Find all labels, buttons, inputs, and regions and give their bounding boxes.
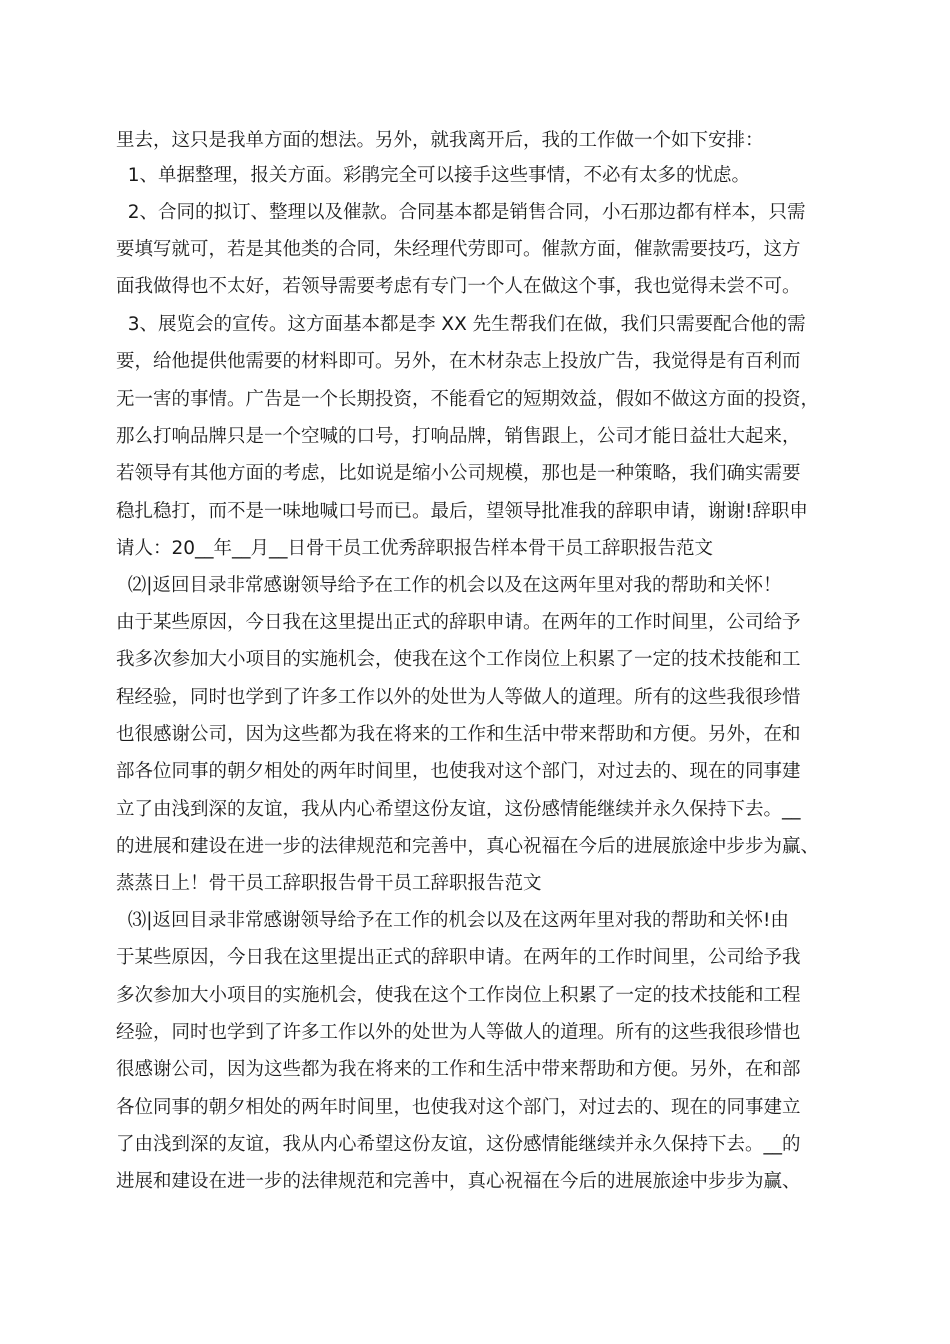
text-line: 了由浅到深的友谊，我从内心希望这份友谊，这份感情能继续并永久保持下去。__的 (116, 1134, 801, 1155)
text-line: 于某些原因，今日我在这里提出正式的辞职申请。在两年的工作时间里，公司给予我 (116, 947, 801, 968)
text-line: ⑶|返回目录非常感谢领导给予在工作的机会以及在这两年里对我的帮助和关怀!由 (116, 910, 789, 931)
text-line: 要填写就可，若是其他类的合同，朱经理代劳即可。催款方面，催款需要技巧，这方 (116, 239, 801, 260)
text-line: 也很感谢公司，因为这些都为我在将来的工作和生活中带来帮助和方便。另外，在和 (116, 724, 801, 745)
text-line: 各位同事的朝夕相处的两年时间里，也使我对这个部门，对过去的、现在的同事建立 (116, 1097, 801, 1118)
text-line: 请人：20__年__月__日骨干员工优秀辞职报告样本骨干员工辞职报告范文 (116, 538, 714, 559)
text-line: 蒸蒸日上！骨干员工辞职报告骨干员工辞职报告范文 (116, 873, 542, 894)
text-line: 的进展和建设在进一步的法律规范和完善中，真心祝福在今后的进展旅途中步步为赢、 (116, 836, 820, 857)
text-line: 部各位同事的朝夕相处的两年时间里，也使我对这个部门，对过去的、现在的同事建 (116, 761, 801, 782)
text-line: 程经验，同时也学到了许多工作以外的处世为人等做人的道理。所有的这些我很珍惜 (116, 687, 801, 708)
text-line: 稳扎稳打，而不是一味地喊口号而已。最后，望领导批准我的辞职申请，谢谢!辞职申 (116, 501, 808, 522)
text-line: ⑵|返回目录非常感谢领导给予在工作的机会以及在这两年里对我的帮助和关怀！ (116, 575, 782, 596)
text-line: 多次参加大小项目的实施机会，使我在这个工作岗位上积累了一定的技术技能和工程 (116, 985, 801, 1006)
text-line: 3、展览会的宣传。这方面基本都是李 XX 先生帮我们在做，我们只需要配合他的需 (116, 314, 806, 335)
text-line: 1、单据整理，报关方面。彩鹃完全可以接手这些事情，不必有太多的忧虑。 (116, 165, 751, 186)
text-line: 我多次参加大小项目的实施机会，使我在这个工作岗位上积累了一定的技术技能和工 (116, 649, 801, 670)
text-line: 进展和建设在进一步的法律规范和完善中，真心祝福在今后的进展旅途中步步为赢、 (116, 1171, 801, 1192)
text-line: 面我做得也不太好，若领导需要考虑有专门一个人在做这个事，我也觉得未尝不可。 (116, 276, 801, 297)
text-line: 2、合同的拟订、整理以及催款。合同基本都是销售合同，小石那边都有样本，只需 (116, 202, 806, 223)
text-line: 无一害的事情。广告是一个长期投资，不能看它的短期效益，假如不做这方面的投资， (116, 389, 820, 410)
text-line: 要，给他提供他需要的材料即可。另外，在木材杂志上投放广告，我觉得是有百利而 (116, 351, 801, 372)
text-line: 那么打响品牌只是一个空喊的口号，打响品牌，销售跟上，公司才能日益壮大起来， (116, 426, 801, 447)
text-line: 若领导有其他方面的考虑，比如说是缩小公司规模，那也是一种策略，我们确实需要 (116, 463, 801, 484)
text-line: 里去，这只是我单方面的想法。另外，就我离开后，我的工作做一个如下安排： (116, 130, 764, 151)
text-line: 由于某些原因，今日我在这里提出正式的辞职申请。在两年的工作时间里，公司给予 (116, 612, 801, 633)
text-line: 经验，同时也学到了许多工作以外的处世为人等做人的道理。所有的这些我很珍惜也 (116, 1022, 801, 1043)
text-line: 立了由浅到深的友谊，我从内心希望这份友谊，这份感情能继续并永久保持下去。__ (116, 799, 801, 820)
text-line: 很感谢公司，因为这些都为我在将来的工作和生活中带来帮助和方便。另外，在和部 (116, 1059, 801, 1080)
